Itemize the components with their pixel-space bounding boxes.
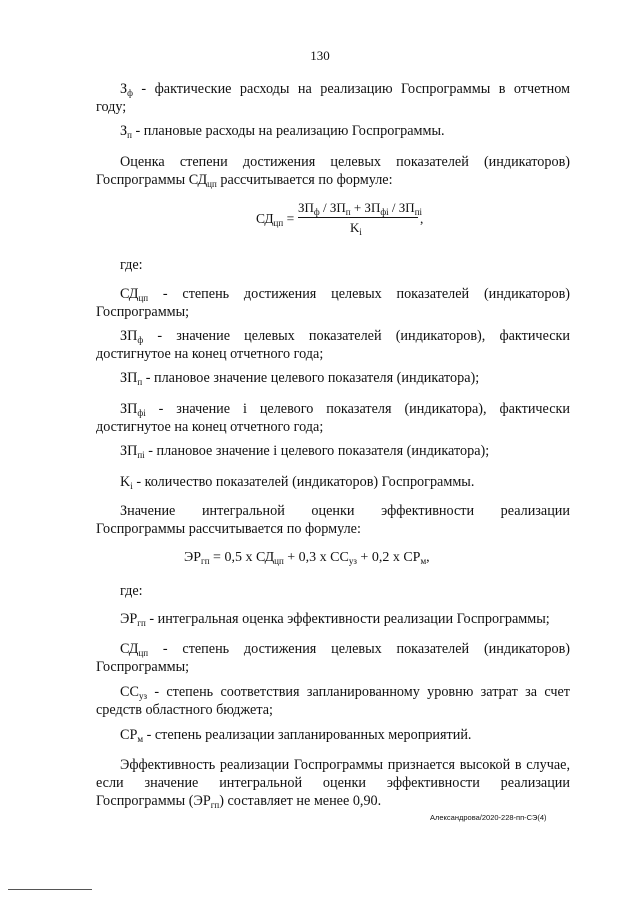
page-number: 130 [310,48,330,63]
gde-label-2: где: [120,583,143,599]
formula-ergp: $ЭР_{гп} = 0,5$ х $СД_{цп} + 0,3$ х $СС_{уз} + 0,2$ х $СР_м$, [184,550,430,566]
bottom-divider [8,889,92,890]
paragraph-ki: $K_i$ - количество показателей (индикаторов) Госпрограммы. [120,474,475,491]
paragraph-zppi: $ЗП_{пi}$ - плановое значение i целевого показателя (индикатора); [120,443,490,460]
paragraph-zpfi: $ЗП_{фi}$ - значение i целевого показателя (индикатора), фактически достигнутое на конец отчетного года; [96,401,570,435]
paragraph-srm: $СР_м$ - степень реализации запланированных мероприятий. [120,727,472,744]
paragraph-zp: $З_п$ - плановые расходы на реализацию Госпрограммы. [120,123,445,140]
paragraph-sdcp-2: $СД_{цп}$ - степень достижения целевых показателей (индикаторов) Госпрограммы; [96,641,570,675]
document-footer-code: Александрова/2020-228-пп-СЭ(4) [430,813,547,822]
paragraph-ocenka: Оценка степени достижения целевых показателей (индикаторов) Госпрограммы $СД_{цп}$ рассчитывается по формуле: [96,154,570,189]
formula-numerator: $ЗП_ф / ЗП_п + ЗП_{фi} / ЗП_{пi}$ [298,200,423,217]
fraction-line [298,217,418,218]
paragraph-zf: $З_ф$ - фактические расходы на реализацию Госпрограммы в отчетном году; [96,81,570,115]
paragraph-ergp: $ЭР_{гп}$ - интегральная оценка эффективности реализации Госпрограммы; [120,611,550,628]
paragraph-sdcp: $СД_{цп}$ - степень достижения целевых показателей (индикаторов) Госпрограммы; [96,286,570,320]
paragraph-znachenie: Значение интегральной оценки эффективности реализации Госпрограммы рассчитывается по формуле: [96,503,570,537]
formula-sdcp: $СД_{цп}$ = $ЗП_ф / ЗП_п + ЗП_{фi} / ЗП_{пi}$ $K_i$ , [256,200,424,237]
paragraph-zpp: $ЗП_п$ - плановое значение целевого показателя (индикатора); [120,370,480,387]
formula-denominator: $K_i$ [350,220,362,237]
paragraph-effektivnost: Эффективность реализации Госпрограммы признается высокой в случае, если значение интегральной оценки эффективности реализации Госпрограммы $(ЭР_{гп})$ составляет не менее 0,90. [96,757,570,810]
paragraph-ssuz: $СС_{уз}$ - степень соответствия запланированному уровню затрат за счет средств областного бюджета; [96,684,570,718]
paragraph-zpf: $ЗП_ф$ - значение целевых показателей (индикаторов), фактически достигнутое на конец отчетного года; [96,328,570,362]
gde-label-1: где: [120,257,143,273]
